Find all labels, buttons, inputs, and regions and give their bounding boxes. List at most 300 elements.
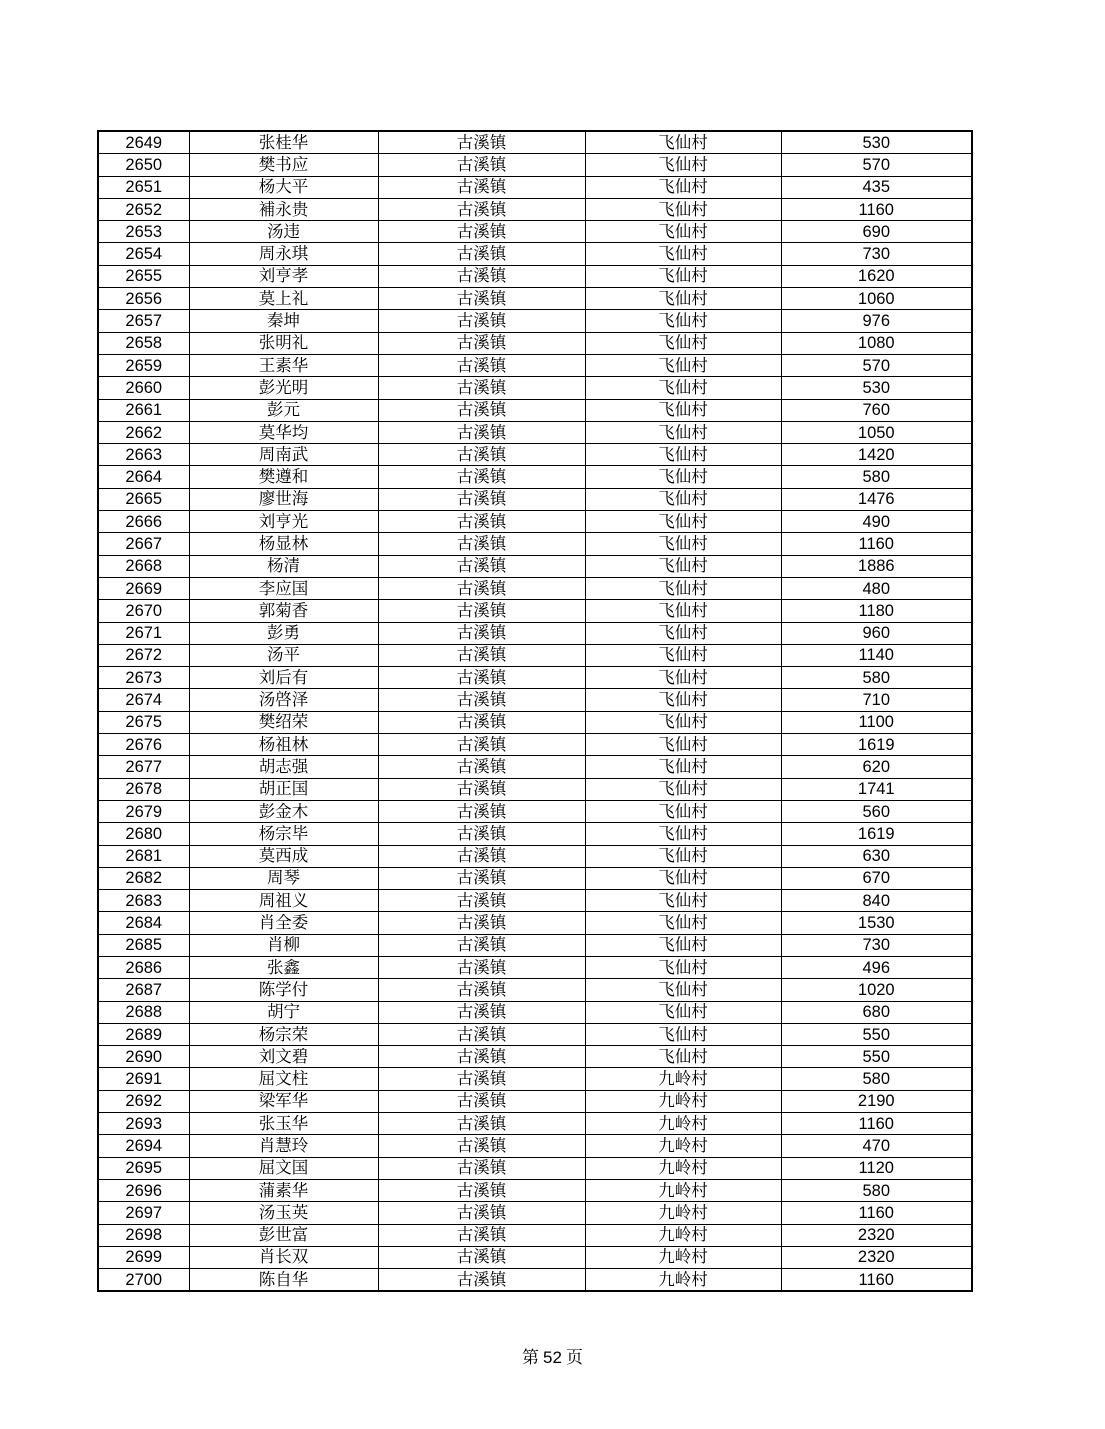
town-cell: 古溪镇 bbox=[378, 354, 585, 376]
town-cell: 古溪镇 bbox=[378, 734, 585, 756]
amount-cell: 1476 bbox=[781, 488, 972, 510]
town-cell: 古溪镇 bbox=[378, 1090, 585, 1112]
name-cell: 莫华均 bbox=[189, 421, 378, 443]
village-cell: 飞仙村 bbox=[585, 956, 781, 978]
town-cell: 古溪镇 bbox=[378, 667, 585, 689]
village-cell: 飞仙村 bbox=[585, 243, 781, 265]
amount-cell: 490 bbox=[781, 511, 972, 533]
town-cell: 古溪镇 bbox=[378, 956, 585, 978]
name-cell: 杨显林 bbox=[189, 533, 378, 555]
table-row bbox=[98, 1202, 972, 1224]
row-number-cell: 2660 bbox=[98, 377, 189, 399]
village-cell: 飞仙村 bbox=[585, 667, 781, 689]
row-number-cell: 2650 bbox=[98, 154, 189, 176]
name-cell: 汤啓泽 bbox=[189, 689, 378, 711]
table-row bbox=[98, 1001, 972, 1023]
name-cell: 周祖义 bbox=[189, 890, 378, 912]
amount-cell: 630 bbox=[781, 845, 972, 867]
village-cell: 飞仙村 bbox=[585, 154, 781, 176]
amount-cell: 1619 bbox=[781, 823, 972, 845]
table-row bbox=[98, 1246, 972, 1268]
town-cell: 古溪镇 bbox=[378, 1179, 585, 1201]
name-cell: 胡宁 bbox=[189, 1001, 378, 1023]
name-cell: 刘亨孝 bbox=[189, 265, 378, 287]
name-cell: 张明礼 bbox=[189, 332, 378, 354]
table-row bbox=[98, 511, 972, 533]
row-number-cell: 2695 bbox=[98, 1157, 189, 1179]
table-row bbox=[98, 756, 972, 778]
name-cell: 周琴 bbox=[189, 867, 378, 889]
table-row bbox=[98, 600, 972, 622]
table-row bbox=[98, 1113, 972, 1135]
name-cell: 肖柳 bbox=[189, 934, 378, 956]
name-cell: 杨大平 bbox=[189, 176, 378, 198]
village-cell: 飞仙村 bbox=[585, 131, 781, 154]
table-row bbox=[98, 979, 972, 1001]
town-cell: 古溪镇 bbox=[378, 243, 585, 265]
town-cell: 古溪镇 bbox=[378, 533, 585, 555]
row-number-cell: 2685 bbox=[98, 934, 189, 956]
footer-suffix: 页 bbox=[565, 1348, 583, 1368]
row-number-cell: 2691 bbox=[98, 1068, 189, 1090]
name-cell: 肖全委 bbox=[189, 912, 378, 934]
table-row bbox=[98, 176, 972, 198]
town-cell: 古溪镇 bbox=[378, 934, 585, 956]
amount-cell: 1050 bbox=[781, 421, 972, 443]
table-row bbox=[98, 890, 972, 912]
amount-cell: 1741 bbox=[781, 778, 972, 800]
amount-cell: 1160 bbox=[781, 1269, 972, 1292]
town-cell: 古溪镇 bbox=[378, 421, 585, 443]
village-cell: 飞仙村 bbox=[585, 756, 781, 778]
village-cell: 飞仙村 bbox=[585, 221, 781, 243]
town-cell: 古溪镇 bbox=[378, 867, 585, 889]
village-cell: 飞仙村 bbox=[585, 511, 781, 533]
town-cell: 古溪镇 bbox=[378, 823, 585, 845]
row-number-cell: 2656 bbox=[98, 288, 189, 310]
town-cell: 古溪镇 bbox=[378, 689, 585, 711]
amount-cell: 480 bbox=[781, 577, 972, 599]
table-row bbox=[98, 845, 972, 867]
name-cell: 肖长双 bbox=[189, 1246, 378, 1268]
town-cell: 古溪镇 bbox=[378, 444, 585, 466]
amount-cell: 580 bbox=[781, 667, 972, 689]
village-cell: 九岭村 bbox=[585, 1179, 781, 1201]
name-cell: 刘文碧 bbox=[189, 1046, 378, 1068]
table-row bbox=[98, 734, 972, 756]
name-cell: 汤平 bbox=[189, 644, 378, 666]
name-cell: 王素华 bbox=[189, 354, 378, 376]
amount-cell: 530 bbox=[781, 131, 972, 154]
village-cell: 飞仙村 bbox=[585, 734, 781, 756]
village-cell: 飞仙村 bbox=[585, 1023, 781, 1045]
village-cell: 九岭村 bbox=[585, 1246, 781, 1268]
row-number-cell: 2651 bbox=[98, 176, 189, 198]
amount-cell: 760 bbox=[781, 399, 972, 421]
town-cell: 古溪镇 bbox=[378, 912, 585, 934]
village-cell: 飞仙村 bbox=[585, 890, 781, 912]
name-cell: 汤玉英 bbox=[189, 1202, 378, 1224]
table-row bbox=[98, 555, 972, 577]
table-row bbox=[98, 1090, 972, 1112]
town-cell: 古溪镇 bbox=[378, 488, 585, 510]
town-cell: 古溪镇 bbox=[378, 131, 585, 154]
village-cell: 飞仙村 bbox=[585, 265, 781, 287]
amount-cell: 1080 bbox=[781, 332, 972, 354]
table-row bbox=[98, 711, 972, 733]
row-number-cell: 2662 bbox=[98, 421, 189, 443]
name-cell: 杨宗荣 bbox=[189, 1023, 378, 1045]
village-cell: 九岭村 bbox=[585, 1202, 781, 1224]
village-cell: 飞仙村 bbox=[585, 377, 781, 399]
table-row bbox=[98, 488, 972, 510]
amount-cell: 570 bbox=[781, 154, 972, 176]
amount-cell: 1020 bbox=[781, 979, 972, 1001]
table-row bbox=[98, 689, 972, 711]
table-row bbox=[98, 243, 972, 265]
row-number-cell: 2692 bbox=[98, 1090, 189, 1112]
row-number-cell: 2652 bbox=[98, 198, 189, 220]
village-cell: 飞仙村 bbox=[585, 533, 781, 555]
table-row bbox=[98, 934, 972, 956]
name-cell: 杨清 bbox=[189, 555, 378, 577]
table-row bbox=[98, 622, 972, 644]
town-cell: 古溪镇 bbox=[378, 377, 585, 399]
name-cell: 莫上礼 bbox=[189, 288, 378, 310]
village-cell: 九岭村 bbox=[585, 1135, 781, 1157]
table-row bbox=[98, 1046, 972, 1068]
town-cell: 古溪镇 bbox=[378, 1113, 585, 1135]
amount-cell: 1620 bbox=[781, 265, 972, 287]
row-number-cell: 2667 bbox=[98, 533, 189, 555]
village-cell: 飞仙村 bbox=[585, 198, 781, 220]
town-cell: 古溪镇 bbox=[378, 466, 585, 488]
town-cell: 古溪镇 bbox=[378, 800, 585, 822]
table-row bbox=[98, 778, 972, 800]
village-cell: 飞仙村 bbox=[585, 488, 781, 510]
village-cell: 飞仙村 bbox=[585, 823, 781, 845]
name-cell: 樊书应 bbox=[189, 154, 378, 176]
amount-cell: 580 bbox=[781, 466, 972, 488]
village-cell: 飞仙村 bbox=[585, 176, 781, 198]
row-number-cell: 2671 bbox=[98, 622, 189, 644]
row-number-cell: 2663 bbox=[98, 444, 189, 466]
town-cell: 古溪镇 bbox=[378, 1224, 585, 1246]
name-cell: 胡志强 bbox=[189, 756, 378, 778]
amount-cell: 1160 bbox=[781, 533, 972, 555]
row-number-cell: 2649 bbox=[98, 131, 189, 154]
town-cell: 古溪镇 bbox=[378, 1068, 585, 1090]
row-number-cell: 2693 bbox=[98, 1113, 189, 1135]
table-row bbox=[98, 466, 972, 488]
row-number-cell: 2696 bbox=[98, 1179, 189, 1201]
amount-cell: 840 bbox=[781, 890, 972, 912]
amount-cell: 570 bbox=[781, 354, 972, 376]
village-cell: 九岭村 bbox=[585, 1090, 781, 1112]
table-row bbox=[98, 800, 972, 822]
amount-cell: 580 bbox=[781, 1179, 972, 1201]
name-cell: 秦坤 bbox=[189, 310, 378, 332]
amount-cell: 620 bbox=[781, 756, 972, 778]
row-number-cell: 2669 bbox=[98, 577, 189, 599]
table-row bbox=[98, 421, 972, 443]
village-cell: 飞仙村 bbox=[585, 399, 781, 421]
row-number-cell: 2680 bbox=[98, 823, 189, 845]
table-row bbox=[98, 444, 972, 466]
table-row bbox=[98, 288, 972, 310]
table-row bbox=[98, 377, 972, 399]
village-cell: 飞仙村 bbox=[585, 934, 781, 956]
amount-cell: 1530 bbox=[781, 912, 972, 934]
town-cell: 古溪镇 bbox=[378, 332, 585, 354]
table-row bbox=[98, 354, 972, 376]
town-cell: 古溪镇 bbox=[378, 622, 585, 644]
amount-cell: 580 bbox=[781, 1068, 972, 1090]
town-cell: 古溪镇 bbox=[378, 644, 585, 666]
town-cell: 古溪镇 bbox=[378, 265, 585, 287]
row-number-cell: 2684 bbox=[98, 912, 189, 934]
name-cell: 周永琪 bbox=[189, 243, 378, 265]
village-cell: 飞仙村 bbox=[585, 466, 781, 488]
table-row bbox=[98, 644, 972, 666]
name-cell: 樊遵和 bbox=[189, 466, 378, 488]
row-number-cell: 2681 bbox=[98, 845, 189, 867]
amount-cell: 1420 bbox=[781, 444, 972, 466]
name-cell: 彭光明 bbox=[189, 377, 378, 399]
row-number-cell: 2666 bbox=[98, 511, 189, 533]
amount-cell: 1120 bbox=[781, 1157, 972, 1179]
village-cell: 九岭村 bbox=[585, 1269, 781, 1292]
village-cell: 九岭村 bbox=[585, 1113, 781, 1135]
name-cell: 杨宗毕 bbox=[189, 823, 378, 845]
name-cell: 刘后有 bbox=[189, 667, 378, 689]
roster-table bbox=[97, 130, 973, 1292]
amount-cell: 1619 bbox=[781, 734, 972, 756]
town-cell: 古溪镇 bbox=[378, 711, 585, 733]
footer-prefix: 第 bbox=[522, 1348, 540, 1368]
row-number-cell: 2687 bbox=[98, 979, 189, 1001]
roster-table-body bbox=[98, 131, 972, 1291]
table-row bbox=[98, 912, 972, 934]
table-row bbox=[98, 1135, 972, 1157]
name-cell: 蒲素华 bbox=[189, 1179, 378, 1201]
town-cell: 古溪镇 bbox=[378, 310, 585, 332]
name-cell: 张桂华 bbox=[189, 131, 378, 154]
town-cell: 古溪镇 bbox=[378, 1001, 585, 1023]
row-number-cell: 2665 bbox=[98, 488, 189, 510]
village-cell: 飞仙村 bbox=[585, 288, 781, 310]
village-cell: 飞仙村 bbox=[585, 332, 781, 354]
row-number-cell: 2664 bbox=[98, 466, 189, 488]
town-cell: 古溪镇 bbox=[378, 399, 585, 421]
town-cell: 古溪镇 bbox=[378, 890, 585, 912]
row-number-cell: 2673 bbox=[98, 667, 189, 689]
amount-cell: 560 bbox=[781, 800, 972, 822]
village-cell: 九岭村 bbox=[585, 1157, 781, 1179]
town-cell: 古溪镇 bbox=[378, 1157, 585, 1179]
village-cell: 飞仙村 bbox=[585, 577, 781, 599]
amount-cell: 976 bbox=[781, 310, 972, 332]
town-cell: 古溪镇 bbox=[378, 221, 585, 243]
table-row bbox=[98, 1023, 972, 1045]
row-number-cell: 2678 bbox=[98, 778, 189, 800]
village-cell: 飞仙村 bbox=[585, 600, 781, 622]
town-cell: 古溪镇 bbox=[378, 555, 585, 577]
village-cell: 飞仙村 bbox=[585, 555, 781, 577]
village-cell: 飞仙村 bbox=[585, 310, 781, 332]
row-number-cell: 2658 bbox=[98, 332, 189, 354]
table-row bbox=[98, 1157, 972, 1179]
page-number: 52 bbox=[543, 1348, 562, 1367]
name-cell: 彭世富 bbox=[189, 1224, 378, 1246]
table-row bbox=[98, 399, 972, 421]
town-cell: 古溪镇 bbox=[378, 1202, 585, 1224]
name-cell: 肖慧玲 bbox=[189, 1135, 378, 1157]
village-cell: 飞仙村 bbox=[585, 778, 781, 800]
row-number-cell: 2689 bbox=[98, 1023, 189, 1045]
name-cell: 梁军华 bbox=[189, 1090, 378, 1112]
table-row bbox=[98, 265, 972, 287]
amount-cell: 1100 bbox=[781, 711, 972, 733]
name-cell: 周南武 bbox=[189, 444, 378, 466]
town-cell: 古溪镇 bbox=[378, 288, 585, 310]
row-number-cell: 2670 bbox=[98, 600, 189, 622]
row-number-cell: 2690 bbox=[98, 1046, 189, 1068]
row-number-cell: 2674 bbox=[98, 689, 189, 711]
table-row bbox=[98, 221, 972, 243]
table-row bbox=[98, 310, 972, 332]
amount-cell: 710 bbox=[781, 689, 972, 711]
village-cell: 飞仙村 bbox=[585, 912, 781, 934]
row-number-cell: 2654 bbox=[98, 243, 189, 265]
village-cell: 飞仙村 bbox=[585, 867, 781, 889]
row-number-cell: 2698 bbox=[98, 1224, 189, 1246]
town-cell: 古溪镇 bbox=[378, 577, 585, 599]
name-cell: 補永贵 bbox=[189, 198, 378, 220]
town-cell: 古溪镇 bbox=[378, 778, 585, 800]
name-cell: 廖世海 bbox=[189, 488, 378, 510]
amount-cell: 1140 bbox=[781, 644, 972, 666]
amount-cell: 1160 bbox=[781, 198, 972, 220]
name-cell: 张玉华 bbox=[189, 1113, 378, 1135]
amount-cell: 1160 bbox=[781, 1202, 972, 1224]
name-cell: 陈学付 bbox=[189, 979, 378, 1001]
name-cell: 刘亨光 bbox=[189, 511, 378, 533]
village-cell: 飞仙村 bbox=[585, 689, 781, 711]
name-cell: 彭勇 bbox=[189, 622, 378, 644]
table-row bbox=[98, 956, 972, 978]
village-cell: 飞仙村 bbox=[585, 622, 781, 644]
town-cell: 古溪镇 bbox=[378, 845, 585, 867]
name-cell: 陈自华 bbox=[189, 1269, 378, 1292]
row-number-cell: 2686 bbox=[98, 956, 189, 978]
table-row bbox=[98, 1179, 972, 1201]
table-row bbox=[98, 823, 972, 845]
row-number-cell: 2672 bbox=[98, 644, 189, 666]
name-cell: 李应国 bbox=[189, 577, 378, 599]
amount-cell: 435 bbox=[781, 176, 972, 198]
table-row bbox=[98, 332, 972, 354]
town-cell: 古溪镇 bbox=[378, 176, 585, 198]
village-cell: 飞仙村 bbox=[585, 1001, 781, 1023]
amount-cell: 550 bbox=[781, 1023, 972, 1045]
row-number-cell: 2661 bbox=[98, 399, 189, 421]
table-row bbox=[98, 667, 972, 689]
row-number-cell: 2659 bbox=[98, 354, 189, 376]
row-number-cell: 2675 bbox=[98, 711, 189, 733]
table-row bbox=[98, 1068, 972, 1090]
town-cell: 古溪镇 bbox=[378, 1023, 585, 1045]
village-cell: 九岭村 bbox=[585, 1068, 781, 1090]
name-cell: 彭元 bbox=[189, 399, 378, 421]
village-cell: 飞仙村 bbox=[585, 354, 781, 376]
amount-cell: 496 bbox=[781, 956, 972, 978]
table-row bbox=[98, 198, 972, 220]
amount-cell: 1886 bbox=[781, 555, 972, 577]
town-cell: 古溪镇 bbox=[378, 154, 585, 176]
amount-cell: 1160 bbox=[781, 1113, 972, 1135]
amount-cell: 530 bbox=[781, 377, 972, 399]
amount-cell: 1180 bbox=[781, 600, 972, 622]
town-cell: 古溪镇 bbox=[378, 600, 585, 622]
row-number-cell: 2655 bbox=[98, 265, 189, 287]
amount-cell: 680 bbox=[781, 1001, 972, 1023]
amount-cell: 2320 bbox=[781, 1246, 972, 1268]
name-cell: 汤违 bbox=[189, 221, 378, 243]
name-cell: 莫西成 bbox=[189, 845, 378, 867]
town-cell: 古溪镇 bbox=[378, 1246, 585, 1268]
row-number-cell: 2700 bbox=[98, 1269, 189, 1292]
town-cell: 古溪镇 bbox=[378, 198, 585, 220]
town-cell: 古溪镇 bbox=[378, 1269, 585, 1292]
row-number-cell: 2679 bbox=[98, 800, 189, 822]
village-cell: 飞仙村 bbox=[585, 444, 781, 466]
row-number-cell: 2699 bbox=[98, 1246, 189, 1268]
town-cell: 古溪镇 bbox=[378, 511, 585, 533]
town-cell: 古溪镇 bbox=[378, 1046, 585, 1068]
name-cell: 郭菊香 bbox=[189, 600, 378, 622]
amount-cell: 670 bbox=[781, 867, 972, 889]
row-number-cell: 2657 bbox=[98, 310, 189, 332]
table-row bbox=[98, 1224, 972, 1246]
row-number-cell: 2676 bbox=[98, 734, 189, 756]
page-footer bbox=[0, 1343, 1105, 1368]
row-number-cell: 2697 bbox=[98, 1202, 189, 1224]
village-cell: 飞仙村 bbox=[585, 800, 781, 822]
table-row bbox=[98, 867, 972, 889]
row-number-cell: 2688 bbox=[98, 1001, 189, 1023]
row-number-cell: 2677 bbox=[98, 756, 189, 778]
table-row bbox=[98, 1269, 972, 1292]
village-cell: 飞仙村 bbox=[585, 1046, 781, 1068]
row-number-cell: 2683 bbox=[98, 890, 189, 912]
row-number-cell: 2668 bbox=[98, 555, 189, 577]
amount-cell: 550 bbox=[781, 1046, 972, 1068]
amount-cell: 1060 bbox=[781, 288, 972, 310]
table-row bbox=[98, 154, 972, 176]
table-row bbox=[98, 131, 972, 154]
village-cell: 飞仙村 bbox=[585, 979, 781, 1001]
name-cell: 杨祖林 bbox=[189, 734, 378, 756]
amount-cell: 2190 bbox=[781, 1090, 972, 1112]
name-cell: 胡正国 bbox=[189, 778, 378, 800]
village-cell: 飞仙村 bbox=[585, 644, 781, 666]
village-cell: 飞仙村 bbox=[585, 711, 781, 733]
name-cell: 张鑫 bbox=[189, 956, 378, 978]
name-cell: 屈文国 bbox=[189, 1157, 378, 1179]
amount-cell: 690 bbox=[781, 221, 972, 243]
village-cell: 九岭村 bbox=[585, 1224, 781, 1246]
